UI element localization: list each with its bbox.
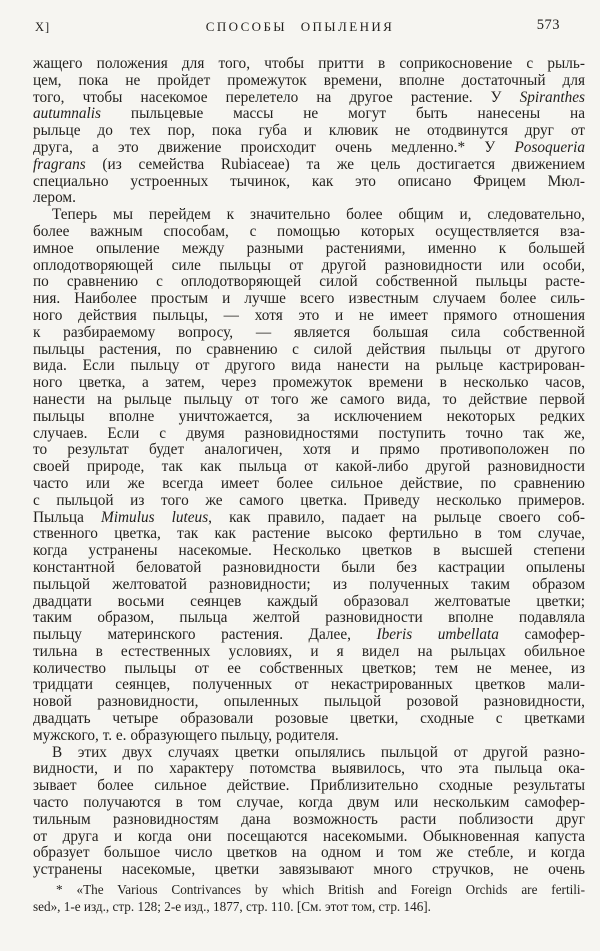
text-line xyxy=(33,90,585,107)
text-segment: случаев. Если с двумя разновидностями поступить точно так же, xyxy=(33,425,585,442)
text-line xyxy=(33,677,585,694)
text-segment: Теперь мы перейдем к значительно более общим и, следовательно, xyxy=(52,207,585,224)
footnote xyxy=(33,882,585,915)
text-segment: ного цветка, а затем, через промежуток времени в несколько часов, xyxy=(33,375,585,392)
text-line xyxy=(33,409,585,426)
text-line xyxy=(33,526,585,543)
text-line xyxy=(33,375,585,392)
text-segment: специально устроенных тычинок, как это описано Фрицем Мюл- xyxy=(33,173,585,190)
text-line xyxy=(33,493,585,510)
text-line xyxy=(33,56,585,73)
chapter-number: X] xyxy=(35,20,51,34)
text-segment: (из семейства Rubiaceae) та же цель достигается движением xyxy=(85,156,585,173)
text-line xyxy=(33,694,585,711)
species-name: Mimulus luteus xyxy=(101,509,209,526)
text-line xyxy=(33,543,585,560)
text-segment: часто или же всегда имеет более сильное действие, по сравнению xyxy=(33,475,585,492)
text-segment: * «The Various Contrivances by which British and Foreign Orchids are fertili- xyxy=(56,882,585,897)
text-line xyxy=(33,745,585,762)
text-line xyxy=(33,358,585,375)
text-segment: зывает более сильное действие. Приблизительно сходные результаты xyxy=(33,778,585,795)
text-segment: образует большое число цветков на одном и том же стебле, и когда xyxy=(33,845,585,862)
page-number: 573 xyxy=(536,17,560,33)
text-segment: устранены насекомые, цветки завязывают много стручков, не очень xyxy=(33,862,585,879)
text-segment: пыльцы вполне уничтожается, за исключением некоторых редких xyxy=(33,408,585,425)
text-segment: своей природе, так как пыльца от какой-либо другой разновидности xyxy=(33,459,585,476)
text-line xyxy=(33,174,585,191)
text-line xyxy=(33,190,585,207)
text-segment: тильным разновидностям дана возможность расти поблизости друг xyxy=(33,811,585,828)
text-segment: пыльцевые массы не могут быть нанесены на xyxy=(101,106,585,123)
text-line xyxy=(33,442,585,459)
text-segment: пыльцы растения, по сравнению с силой действия пыльцы от другого xyxy=(33,341,585,358)
text-line xyxy=(33,140,585,157)
text-line xyxy=(33,123,585,140)
text-segment: лером. xyxy=(33,190,76,207)
species-name: Spiranthes xyxy=(519,89,585,106)
text-line xyxy=(33,761,585,778)
text-line xyxy=(33,476,585,493)
species-name: fragrans xyxy=(33,156,86,173)
text-segment: В этих двух случаях цветки опылялись пыльцой от другой разно- xyxy=(52,744,585,761)
species-name: Posoqueria xyxy=(514,139,585,156)
text-line xyxy=(33,426,585,443)
text-line xyxy=(33,224,585,241)
text-line xyxy=(33,778,585,795)
text-segment: часто получаются в том случае, когда двум или нескольким самофер- xyxy=(33,795,585,812)
text-line xyxy=(33,291,585,308)
text-segment: к разбираемому вопросу, — является бо̀льшая сила собственной xyxy=(33,324,585,341)
text-line xyxy=(33,862,585,879)
text-segment: константной беловатой разновидности были без кастрации опылены xyxy=(33,559,585,576)
text-line xyxy=(33,258,585,275)
text-line xyxy=(33,73,585,90)
text-segment: по сравнению с оплодотворяющей силой собственной пыльцы расте- xyxy=(33,274,585,291)
text-segment: мужского, т. е. образующего пыльцу, родителя. xyxy=(33,727,339,744)
text-segment: цем, пока не пройдет промежуток времени, вполне достаточный для xyxy=(33,72,585,89)
text-line xyxy=(33,459,585,476)
text-line xyxy=(33,644,585,661)
text-segment: двадцать четыре образовали розовые цветки, сходные с цветками xyxy=(33,711,585,728)
text-line xyxy=(33,392,585,409)
text-line xyxy=(33,157,585,174)
text-line xyxy=(33,711,585,728)
text-segment: друга, а это движение происходит очень медленно.* У xyxy=(33,139,515,156)
text-line xyxy=(33,661,585,678)
text-segment: видности, и по характеру потомства выявилось, что эта пыльца ока- xyxy=(33,761,585,778)
text-segment: то результат будет аналогичен, хотя и прямо противоположен по xyxy=(33,442,585,459)
text-line xyxy=(33,577,585,594)
text-line xyxy=(33,627,585,644)
text-segment: жащего положения для того, чтобы притти в соприкосновение с рыль- xyxy=(33,56,585,72)
text-line xyxy=(33,308,585,325)
text-line xyxy=(33,342,585,359)
text-segment: рыльце до тех пор, пока губа и клювик не отодвинутся друг от xyxy=(33,123,585,140)
text-segment: того, чтобы насекомое перелетело на другое растение. У xyxy=(33,89,520,106)
text-segment: имное опыление между разными растениями, именно к большей xyxy=(33,240,585,257)
text-segment: таким образом, пыльца желтой разновидности вполне подавляла xyxy=(33,610,585,627)
species-name: Iberis umbellata xyxy=(376,627,499,644)
text-segment: с пыльцой из того же самого цветка. Приведу несколько примеров. xyxy=(33,492,585,509)
footnote-line xyxy=(33,899,585,916)
text-line xyxy=(33,829,585,846)
text-segment: тильна в естественных условиях, и я видел на рыльцах обильное xyxy=(33,643,585,660)
text-line xyxy=(33,594,585,611)
text-line xyxy=(33,728,585,745)
text-line xyxy=(33,812,585,829)
text-segment: тридцати сеянцев, полученных от некастрированных цветков мали- xyxy=(33,677,585,694)
text-line xyxy=(33,325,585,342)
species-name: autumnalis xyxy=(33,106,101,123)
text-line xyxy=(33,274,585,291)
text-segment: Пыльца xyxy=(33,509,101,526)
text-line xyxy=(33,207,585,224)
text-line xyxy=(33,845,585,862)
text-segment: новой разновидности, опыленных пыльцой розовой разновидности, xyxy=(33,694,585,711)
text-segment: ния. Наиболее простым и лучше всего известным случаем более силь- xyxy=(33,291,585,308)
footnote-line xyxy=(33,882,585,899)
text-segment: от друга и когда они посещаются насекомыми. Обыкновенная капуста xyxy=(33,828,585,845)
text-segment: самофер- xyxy=(498,627,585,644)
text-block xyxy=(33,56,585,879)
text-segment: вида. Если пыльцу от другого вида нанести на рыльце кастрирован- xyxy=(33,358,585,375)
text-segment: пыльцой желтоватой разновидности; из полученных таким образом xyxy=(33,576,585,593)
text-segment: ного действия пыльцы, — хотя это и не имеет прямого отношения xyxy=(33,307,585,324)
text-segment: , как правило, падает на рыльце своего соб- xyxy=(208,509,585,526)
text-segment: количество пыльцы от ее собственных цветков; тем не менее, из xyxy=(33,660,585,677)
text-segment: sed», 1-е изд., стр. 128; 2-е изд., 1877, стр. 110. [См. этот том, стр. 146]. xyxy=(33,898,431,914)
text-line xyxy=(33,510,585,527)
text-line xyxy=(33,106,585,123)
text-line xyxy=(33,610,585,627)
text-line xyxy=(33,560,585,577)
text-line xyxy=(33,795,585,812)
text-segment: более важным способам, с помощью которых осуществляется вза- xyxy=(33,223,585,240)
text-segment: когда устранены насекомые. Несколько цветков в высшей степени xyxy=(33,543,585,560)
text-segment: двадцати восьми сеянцев каждый образовал желтоватые цветки; xyxy=(33,593,585,610)
running-title: СПОСОБЫ ОПЫЛЕНИЯ xyxy=(205,19,395,34)
text-segment: оплодотворяющей силе пыльцы от другой разновидности или особи, xyxy=(33,257,585,274)
text-segment: пыльцу материнского растения. Далее, xyxy=(33,627,377,644)
text-line xyxy=(33,241,585,258)
text-segment: нанести на рыльце пыльцу от того же самого вида, то действие первой xyxy=(33,391,585,408)
text-segment: ственного цветка, так как растение высоко фертильно в том случае, xyxy=(33,526,585,543)
